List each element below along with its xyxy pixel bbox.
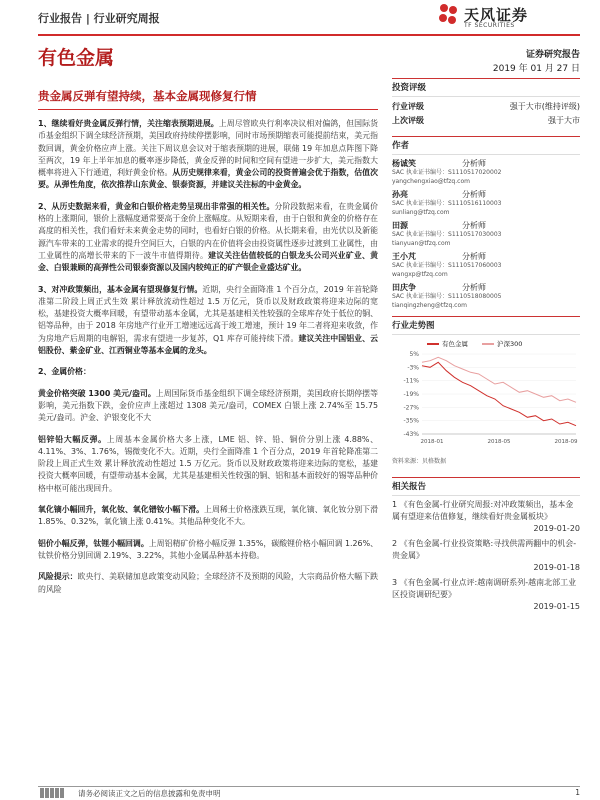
author-email: tianyuan@tfzq.com xyxy=(392,239,451,247)
paragraph-lead: 2、金属价格： xyxy=(38,367,91,377)
related-date: 2019-01-20 xyxy=(533,524,580,533)
paragraph-text: 上周基本金属价格大多上涨，LME 铝、锌、铅、铜价分别上涨 4.88%、4.11%、3%、1.76%，锡微变化不大。近期，央行全面降准 1 个百分点，2019 年首轮降准第二阶段上周正式生效 累计释放流动性超过 1.5 万亿元。货币以及财政政策将迎来边际的宽松，基建投资大概率回暖，有望带动基本金属，尤其是基建相关性较强的铜、铝和基本面较好的锡等品种价格中枢可能出现回升。 xyxy=(38,434,378,493)
author-entry xyxy=(392,158,580,186)
x-tick-label: 2018-05 xyxy=(487,439,511,445)
author-name: 孙亮 xyxy=(392,190,408,199)
body-paragraph xyxy=(38,504,378,529)
legend-label: 沪深300 xyxy=(497,340,523,348)
paragraph-lead: 3、对冲政策频出，基本金属有望现修复行情。 xyxy=(38,284,203,294)
author-line xyxy=(392,158,580,169)
paragraph-highlight: 建议关注中国铝业、云铝股份、紫金矿业、江西铜业等基本金属的龙头。 xyxy=(38,333,378,356)
y-tick-label: -11% xyxy=(403,377,419,385)
header-divider xyxy=(38,34,580,36)
y-tick-label: -27% xyxy=(403,404,419,412)
footer-divider xyxy=(38,786,580,787)
author-name: 田庆争 xyxy=(392,283,416,292)
related-title: 2 《有色金属-行业投资策略:寻找供需两翻中的机会-贵金属》 xyxy=(392,539,577,560)
author-role: 分析师 xyxy=(462,190,486,199)
related-title: 1 《有色金属-行业研究周报:对冲政策频出，基本金属有望迎来估值修复，继续看好贵金属板块》 xyxy=(392,500,574,521)
author-cert: SAC 执业证书编号：S1110517020002 xyxy=(392,169,502,176)
authors-heading: 作者 xyxy=(392,136,580,155)
chart-svg xyxy=(392,350,580,450)
chart-heading: 行业走势图 xyxy=(392,316,580,335)
report-subtitle: 贵金属反弹有望持续，基本金属现修复行情 xyxy=(38,88,378,110)
author-role: 分析师 xyxy=(462,221,486,230)
author-role: 分析师 xyxy=(462,159,486,168)
author-cert: SAC 执业证书编号：S1110518080005 xyxy=(392,293,502,300)
paragraph-text: 上周铝精矿价格小幅反弹 1.35%，碳酸锂价格小幅回调 1.26%、钛铁价格分别回调 2.19%、3.22%，其他小金属品种基本持稳。 xyxy=(38,538,378,560)
rating-key: 上次评级 xyxy=(392,116,424,125)
author-entry xyxy=(392,220,580,248)
author-cert: SAC 执业证书编号：S1110517060003 xyxy=(392,262,502,269)
x-tick-label: 2018-09 xyxy=(554,439,578,445)
rating-value: 强于大市(维持评级) xyxy=(509,102,580,111)
author-line xyxy=(392,251,580,262)
rating-value: 强于大市 xyxy=(548,116,580,125)
paragraph-lead: 氧化镝小幅回升，氧化钕、氧化镨钕小幅下滑。 xyxy=(38,505,205,515)
legend-label: 有色金属 xyxy=(442,340,468,348)
author-line xyxy=(392,220,580,231)
authors-list xyxy=(392,158,580,310)
qr-code-icon xyxy=(40,788,70,798)
author-line xyxy=(392,189,580,200)
x-tick-label: 2018-01 xyxy=(420,439,444,445)
author-role: 分析师 xyxy=(462,252,486,261)
report-category: 行业报告 | 行业研究周报 xyxy=(38,12,160,25)
body-paragraph xyxy=(38,201,378,275)
legend-swatch xyxy=(482,343,494,345)
paragraph-highlight: 建议关注估值较低的白银龙头公司兴业矿业、黄金、白银兼顾的高弹性公司银泰资源以及国内较纯正的矿产银企业盛达矿业。 xyxy=(38,250,378,273)
legend-swatch xyxy=(427,343,439,345)
related-title: 3 《有色金属-行业点评:越南调研系列-越南北部工业区投资调研纪要》 xyxy=(392,578,577,599)
author-name: 杨诚笑 xyxy=(392,159,416,168)
paragraph-text: 上周稀土价格涨跌互现，氧化镝、氧化钕分别下滑 1.85%、0.32%，氧化镝上涨 0.41%。其他品种变化不大。 xyxy=(38,505,378,527)
logo-text-cn: 天风证券 xyxy=(464,6,529,24)
sidebar xyxy=(392,78,580,616)
author-entry xyxy=(392,189,580,217)
y-tick-label: -35% xyxy=(403,417,419,425)
report-date: 2019 年 01 月 27 日 xyxy=(492,64,580,74)
logo-mark-icon xyxy=(436,2,460,26)
rating-table xyxy=(392,100,580,128)
paragraph-lead: 风险提示： xyxy=(38,572,78,582)
rating-row xyxy=(392,114,580,128)
rating-row xyxy=(392,100,580,114)
author-line xyxy=(392,282,580,293)
body-paragraph xyxy=(38,571,378,596)
industry-trend-chart xyxy=(392,339,580,454)
paragraph-lead: 2、从历史数据来看，黄金和白银价格走势呈现出非常强的相关性。 xyxy=(38,201,275,211)
page-title: 有色金属 xyxy=(38,47,115,69)
author-cert: SAC 执业证书编号：S1110517030003 xyxy=(392,231,502,238)
body-paragraph xyxy=(38,366,378,378)
company-logo xyxy=(436,2,581,38)
rating-key: 行业评级 xyxy=(392,102,424,111)
author-role: 分析师 xyxy=(462,283,486,292)
author-name: 田源 xyxy=(392,221,408,230)
body-paragraph xyxy=(38,284,378,358)
paragraph-text: 分阶段数据来看，在贵金属价格的上涨期间，银价上涨幅度通常要高于金价上涨幅度。从短期来看，由于白银和黄金的价格存在高度的相关性，我们看好未来黄金走势的同时，也看好白银的价格。从长期来看，由光伏以及新能源汽车带来的工业需求的提升空间巨大，白银的内在价值将会由投资属性逐步过渡到工业属性，由工业属性的高增长带来的下一波牛市值得期待。 xyxy=(38,201,378,260)
author-name: 王小芃 xyxy=(392,252,416,261)
related-heading: 相关报告 xyxy=(392,477,580,496)
paragraph-lead: 铝价小幅反弹，钛锂小幅回调。 xyxy=(38,538,149,548)
paragraph-text: 上周尽管欧央行利率决议相对偏鸽，但国际货币基金组织下调全球经济预期，美国政府持续停摆影响，同时市场预期缩表可能提前结束，美元指数回调，黄金价格应声上涨。关注下周议息会议对于缩表预期的进展，联储 19 年加息点阵图下降至两次，19 年上半年加息的概率逐步降低，黄金反弹的时间和空间有望进一步扩大，美元指数大概率将进入下行通道，利好黄金价格。 xyxy=(38,119,378,178)
author-email: yangchengxiao@tfzq.com xyxy=(392,177,470,185)
related-date: 2019-01-15 xyxy=(533,602,580,611)
paragraph-text: 近期，央行全面降准 1 个百分点，2019 年首轮降准第二阶段上周正式生效 累计释放流动性超过 1.5 万亿元，货币以及财政政策将迎来边际的宽松，基建投资大概率回暖，有望带动基本金属，尤其是基建相关性较强的全球库存处于低位的铜、铝等品种，由于 2018 年房地产行业开工增速远远高于竣工增速，预计 19 年二者将迎来收敛，作为房地产后周期的电解铝，需求有望进一步复苏，Q1 库存可能持续下滑。 xyxy=(38,284,379,343)
author-cert: SAC 执业证书编号：S1110516110003 xyxy=(392,200,502,207)
related-reports xyxy=(392,499,580,613)
paragraph-text: 上周国际货币基金组织下调全球经济预期，美国政府长期停摆等影响，美元指数下跌，金价应声上涨超过 1308 美元/盎司，COMEX 白银上涨 2.74%至 15.75 美元/盎司。沪金、沪银变化不大 xyxy=(38,388,378,423)
related-item xyxy=(392,499,580,535)
author-email: tianqingzheng@tfzq.com xyxy=(392,301,467,309)
page-number: 1 xyxy=(575,788,580,797)
related-item xyxy=(392,577,580,613)
report-type: 证券研究报告 xyxy=(525,50,580,60)
author-email: sunliang@tfzq.com xyxy=(392,208,450,216)
body-paragraph xyxy=(38,434,378,495)
author-entry xyxy=(392,251,580,279)
y-tick-label: 5% xyxy=(409,351,419,358)
paragraph-lead: 铝锌铅大幅反弹。 xyxy=(38,434,107,444)
y-tick-label: -19% xyxy=(403,391,419,398)
legend-entry xyxy=(482,339,522,348)
chart-legend xyxy=(392,339,580,348)
series-line xyxy=(422,357,576,402)
paragraph-text: 欧央行、美联储加息政策变动风险；全球经济不及预期的风险，大宗商品价格大幅下跌的风险 xyxy=(38,572,378,594)
paragraph-lead: 黄金价格突破 1300 美元/盎司。 xyxy=(38,388,156,398)
report-body xyxy=(38,118,378,596)
y-tick-label: -3% xyxy=(407,364,419,372)
author-email: wangxp@tfzq.com xyxy=(392,270,448,278)
body-paragraph xyxy=(38,538,378,563)
related-date: 2019-01-18 xyxy=(533,563,580,572)
paragraph-lead: 1、继续看好贵金属反弹行情，关注缩表预期进展。 xyxy=(38,119,219,128)
paragraph-highlight: 从历史规律来看，黄金公司的投资普遍会优于指数，估值次要。从弹性角度，依次推荐山东黄金、银泰资源，并建议关注标的中金黄金。 xyxy=(38,168,378,190)
footer-disclaimer: 请务必阅读正文之后的信息披露和免责申明 xyxy=(78,789,221,798)
related-item xyxy=(392,538,580,574)
logo-text-en: TF SECURITIES xyxy=(464,22,515,29)
body-paragraph xyxy=(38,388,378,425)
body-paragraph xyxy=(38,118,378,192)
author-entry xyxy=(392,282,580,310)
legend-entry xyxy=(427,339,468,348)
chart-source: 资料来源：贝格数据 xyxy=(392,458,447,465)
main-content xyxy=(38,88,378,605)
rating-heading: 投资评级 xyxy=(392,78,580,97)
y-tick-label: -43% xyxy=(403,431,419,438)
